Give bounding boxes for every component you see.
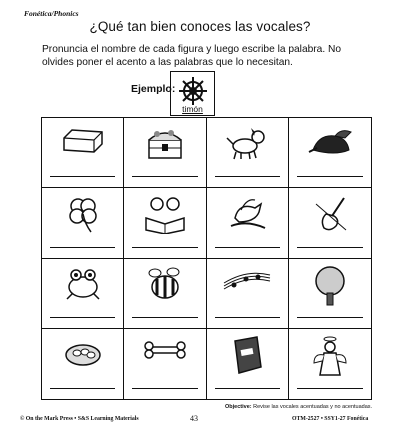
answer-line[interactable] (297, 388, 363, 389)
answer-line[interactable] (215, 388, 280, 389)
tree-icon (310, 265, 350, 307)
page-number: 43 (190, 414, 198, 423)
answer-line[interactable] (50, 176, 115, 177)
answer-line[interactable] (132, 176, 197, 177)
grid-cell (289, 188, 371, 258)
grid-cell (42, 329, 124, 399)
grid-cell (289, 259, 371, 329)
grid-cell (42, 188, 124, 258)
grid-cell (289, 118, 371, 188)
page-title: ¿Qué tan bien conoces las vocales? (89, 19, 311, 34)
answer-line[interactable] (132, 247, 197, 248)
soap-icon (58, 124, 108, 158)
answer-line[interactable] (297, 247, 363, 248)
grid-cell (42, 118, 124, 188)
grid-cell (124, 188, 206, 258)
footer-code: OTM-2527 • SSY1-27 Fonética (292, 416, 369, 422)
footer-publisher: © On the Mark Press • S&S Learning Materials (20, 416, 139, 422)
answer-line[interactable] (215, 247, 280, 248)
dove-icon (225, 194, 269, 234)
example-label: Ejemplo: (131, 83, 176, 95)
example-box (170, 71, 215, 116)
answer-line[interactable] (132, 317, 197, 318)
grid-cell (124, 259, 206, 329)
platypus-icon (305, 124, 355, 162)
objective-note (225, 404, 372, 410)
answer-line[interactable] (215, 176, 280, 177)
answer-line[interactable] (297, 176, 363, 177)
answer-line[interactable] (50, 317, 115, 318)
grid-cell (42, 259, 124, 329)
answer-line[interactable] (215, 317, 280, 318)
nest-icon (61, 335, 105, 371)
clover-icon (63, 194, 103, 234)
grid-cell (289, 329, 371, 399)
grid-cell (207, 329, 289, 399)
grid-cell (207, 188, 289, 258)
children-reading-icon (140, 194, 190, 234)
grid-cell (207, 118, 289, 188)
grid-cell (207, 259, 289, 329)
answer-line[interactable] (132, 388, 197, 389)
answer-line[interactable] (50, 247, 115, 248)
bee-icon (143, 265, 187, 303)
picture-grid (41, 117, 372, 400)
grid-cell (124, 118, 206, 188)
answer-line[interactable] (297, 317, 363, 318)
section-label: Fonética/Phonics (24, 9, 79, 18)
example-word: timón (182, 104, 203, 114)
dog-icon (225, 124, 269, 162)
music-notes-icon (222, 265, 272, 295)
bone-icon (141, 335, 189, 365)
answer-line[interactable] (50, 388, 115, 389)
book-icon (227, 335, 267, 375)
frog-icon (61, 265, 105, 303)
angel-icon (310, 335, 350, 377)
grid-cell (124, 329, 206, 399)
objective-text: Revise las vocales acentuadas y no acentuadas. (253, 404, 373, 410)
objective-label: Objective: (225, 404, 252, 410)
violin-icon (310, 194, 350, 234)
ship-wheel-icon (177, 75, 209, 107)
treasure-chest-icon (143, 124, 187, 162)
instructions-text: Pronuncia el nombre de cada figura y luego escribe la palabra. No olvides poner el acento a las palabras que lo necesitan. (42, 44, 342, 68)
